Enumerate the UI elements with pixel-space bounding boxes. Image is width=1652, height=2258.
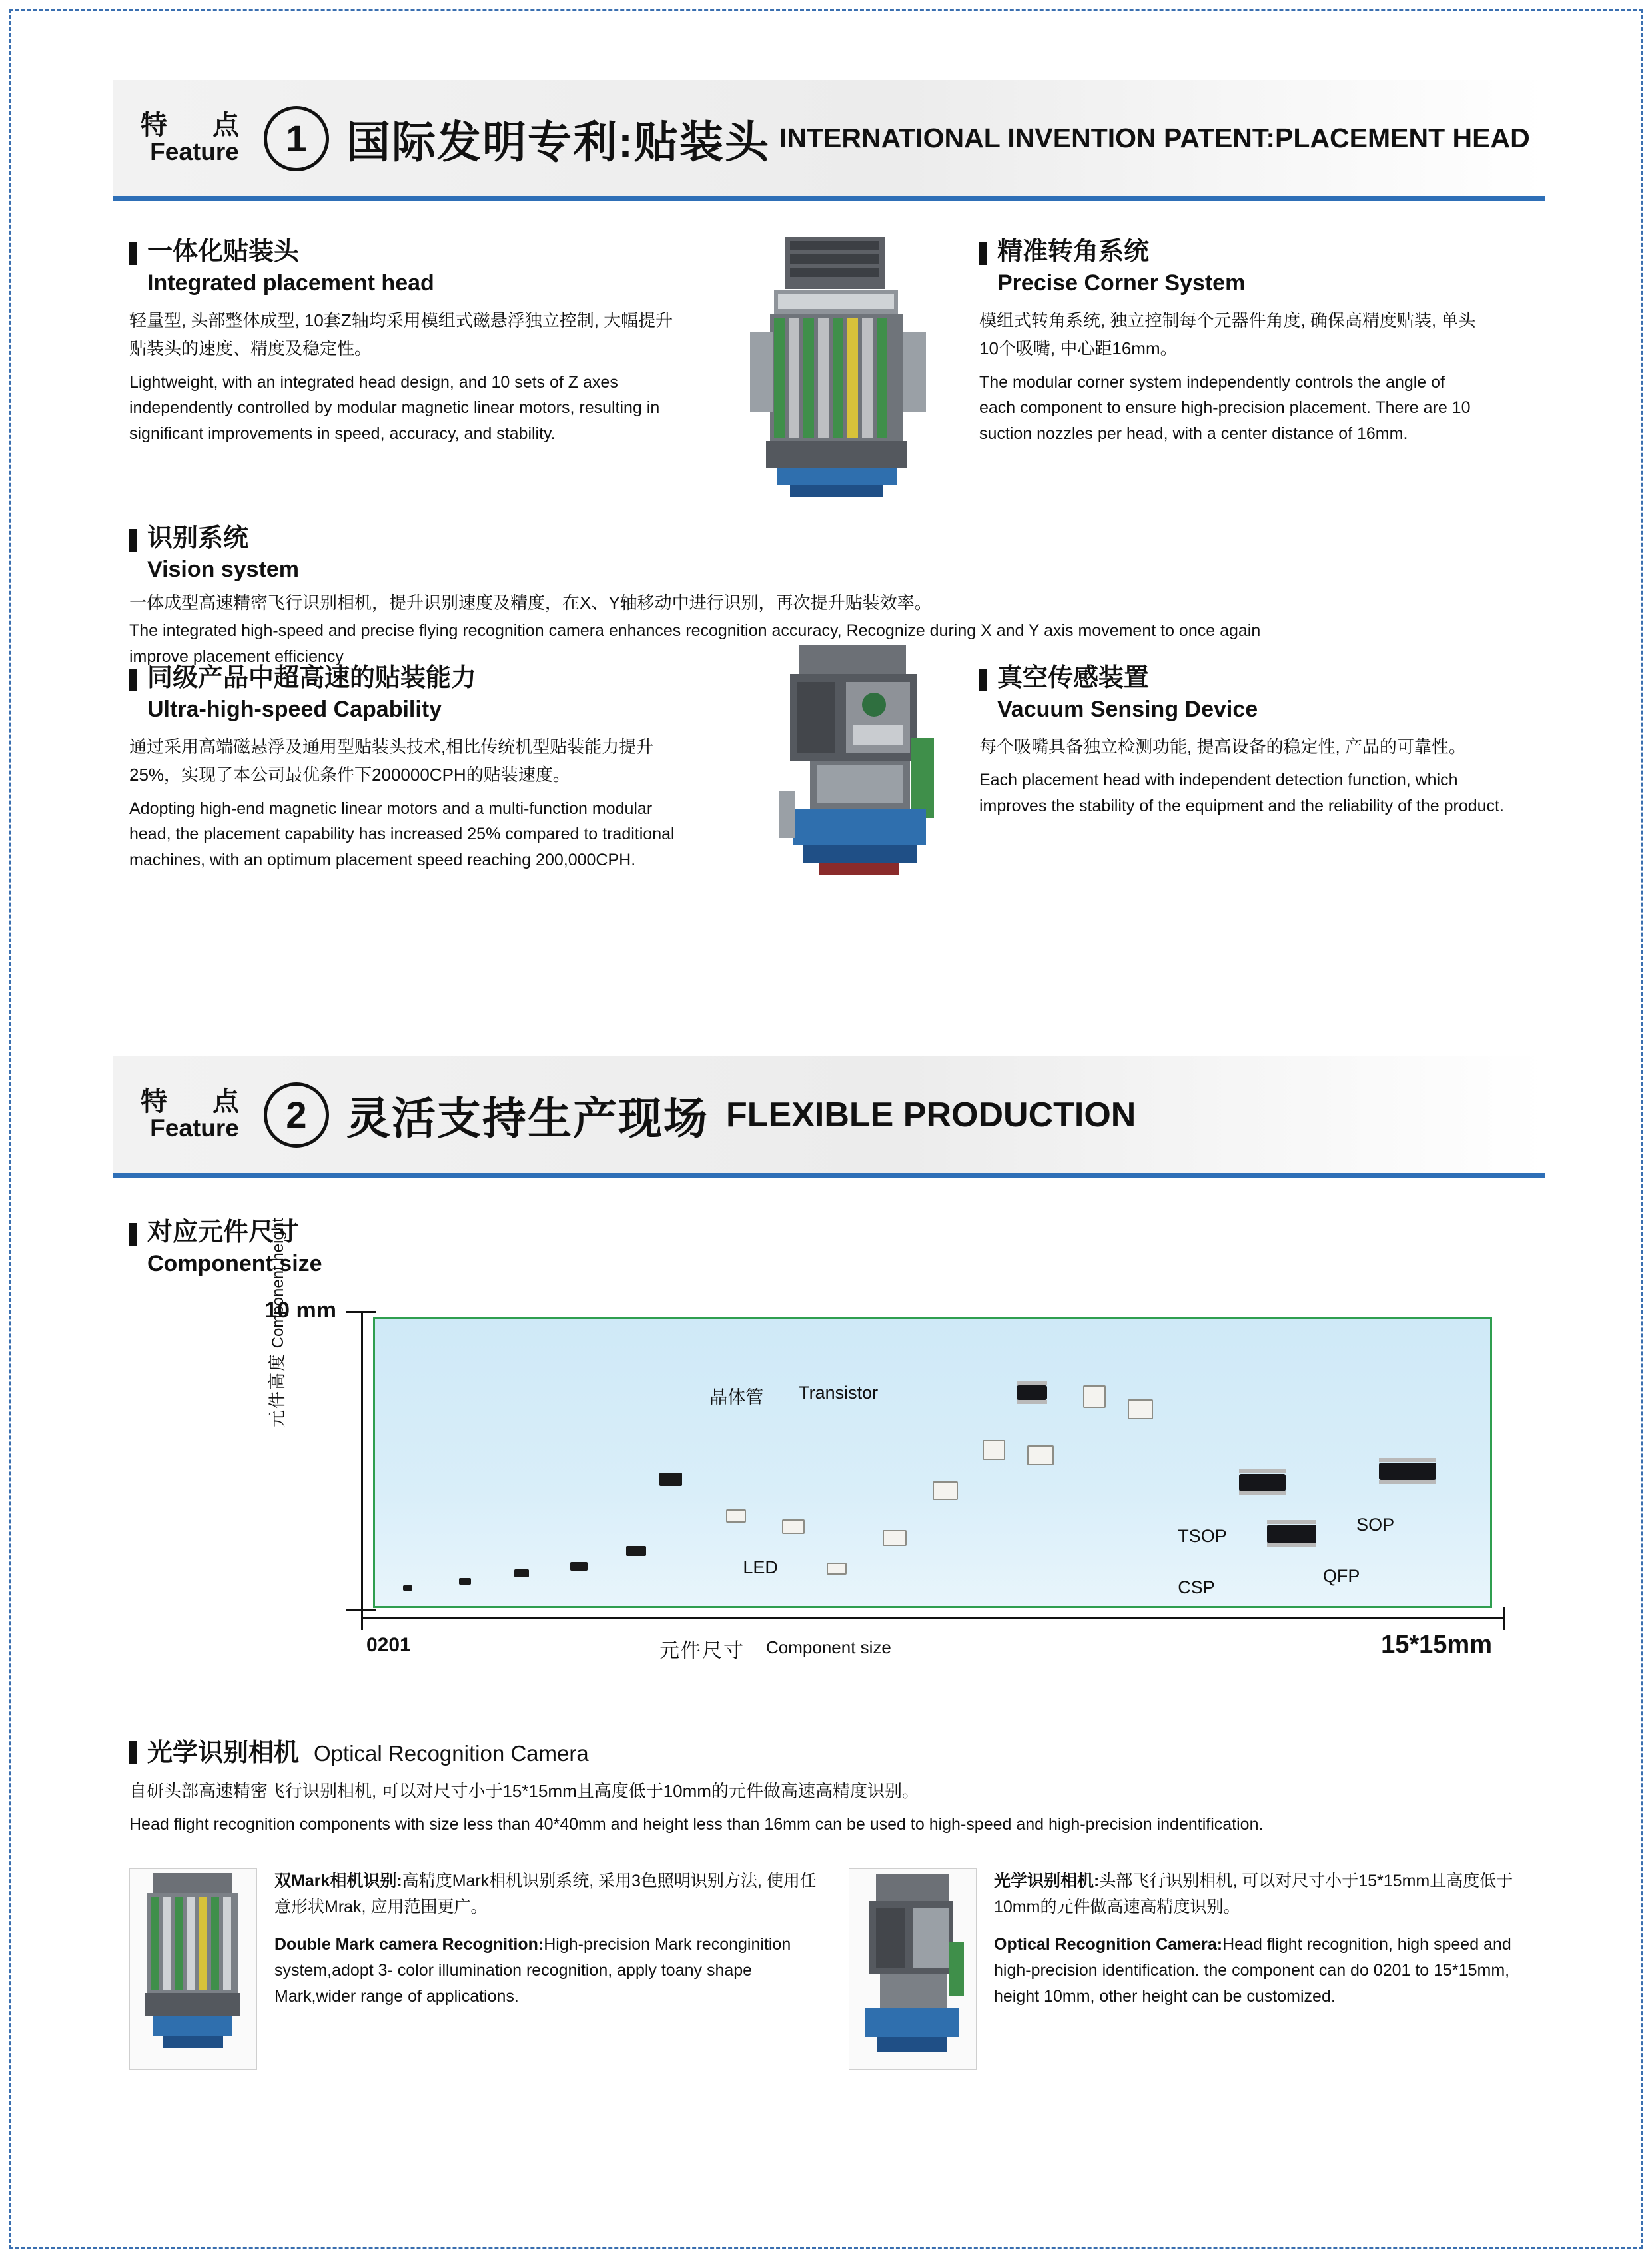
machine-illustration — [753, 638, 973, 925]
chart-point — [626, 1546, 646, 1556]
chart-y-axis-title — [267, 1218, 288, 1428]
corner-system-heading — [979, 238, 1485, 297]
page-content — [113, 80, 1545, 2070]
optical-camera-cn-title: 光学识别相机: — [994, 1871, 1100, 1890]
chart-point — [983, 1440, 1005, 1460]
chart-y-axis-title-en: Component height — [269, 1218, 287, 1349]
chart-point — [1379, 1463, 1436, 1480]
integrated-head-heading — [129, 238, 682, 297]
chart-point — [459, 1578, 471, 1585]
feature-2-label-cn: 特 点 — [141, 1087, 248, 1117]
double-mark-en-title: Double Mark camera Recognition: — [274, 1935, 544, 1954]
speed-text-en: Adopting high-end magnetic linear motors and a multi-function modular head, the placement capability has increased 25% compared to traditional machines, with an optimum placement speed reaching 200,000CPH. — [129, 799, 675, 870]
chart-plot-area — [373, 1317, 1492, 1608]
chart-x-min-label: 0201 — [366, 1634, 411, 1657]
chart-y-axis — [361, 1311, 363, 1611]
chart-y-max-label: 10 mm — [264, 1298, 336, 1323]
heading-bar — [129, 1741, 137, 1764]
feature-1-label-en: Feature — [150, 138, 239, 166]
integrated-head-title-cn: 一体化贴装头 — [147, 238, 300, 266]
component-size-heading — [129, 1219, 1545, 1278]
feature-2-label — [113, 1088, 261, 1142]
optical-camera-en — [994, 1932, 1541, 2009]
feature-1-label — [113, 111, 261, 165]
chart-point — [1027, 1445, 1054, 1465]
speed-title-cn: 同级产品中超高速的贴装能力 — [147, 664, 477, 692]
feature-1-number: 1 — [264, 106, 329, 171]
optical-recognition-section — [129, 1737, 1545, 1838]
component-size-title-en: Component size — [147, 1250, 322, 1276]
chart-point — [782, 1519, 805, 1534]
chart-point — [883, 1530, 907, 1546]
chart-point — [1267, 1525, 1316, 1543]
heading-bar — [129, 242, 137, 265]
heading-bar — [129, 1223, 137, 1246]
chart-point — [933, 1481, 958, 1500]
chart-annotation: CSP — [1178, 1577, 1215, 1598]
chart-point — [827, 1563, 847, 1575]
speed-title-en: Ultra-high-speed Capability — [147, 696, 442, 722]
chart-point — [514, 1569, 529, 1577]
double-mark-en-body: High-precision Mark reconginition system,adopt 3- color illumination recognition, apply toany shape Mark,wider range of applications. — [274, 1935, 791, 2006]
speed-text-cn: 通过采用高端磁悬浮及通用型贴装头技术,相比传统机型贴装能力提升25%，实现了本公司最优条件下200000CPH的贴装速度。 — [129, 737, 654, 785]
feature-2-number: 2 — [264, 1082, 329, 1148]
optical-camera-text — [994, 1868, 1541, 2070]
double-mark-cn-body: 高精度Mark相机识别系统, 采用3色照明识别方法, 使用任意形状Mrak, 应用范围更广。 — [274, 1871, 817, 1916]
corner-system-text-cn: 模组式转角系统, 独立控制每个元器件角度, 确保高精度贴装, 单头10个吸嘴, 中心距16mm。 — [979, 310, 1476, 359]
chart-y-tick-top — [346, 1311, 376, 1313]
chart-point — [1239, 1474, 1286, 1491]
machine-photo — [753, 638, 973, 925]
placement-head-photo — [733, 232, 953, 518]
vision-system-heading — [129, 525, 1295, 583]
optical-text-en: Head flight recognition components with size less than 40*40mm and height less than 16mm can be used to high-speed and high-precision indentification. — [129, 1815, 1264, 1834]
chart-point — [403, 1585, 412, 1591]
chart-point-lead — [1379, 1480, 1436, 1484]
feature-1-title-cn: 国际发明专利:贴装头 — [346, 117, 770, 167]
vacuum-text-cn: 每个吸嘴具备独立检测功能, 提高设备的稳定性, 产品的可靠性。 — [979, 737, 1466, 757]
double-mark-en — [274, 1932, 822, 2009]
heading-bar — [979, 242, 987, 265]
feature-2-label-en: Feature — [150, 1114, 239, 1142]
chart-x-max-label: 15*15mm — [1381, 1631, 1492, 1659]
corner-system-title-en: Precise Corner System — [997, 270, 1246, 296]
chart-point — [1128, 1399, 1153, 1419]
feature-2-title-cn: 灵活支持生产现场 — [346, 1094, 709, 1143]
chart-annotation: TSOP — [1178, 1525, 1227, 1546]
vision-system-title-cn: 识别系统 — [147, 524, 249, 552]
double-mark-cn-title: 双Mark相机识别: — [274, 1871, 402, 1890]
chart-x-tick-right — [1503, 1607, 1505, 1630]
chart-point-lead — [1267, 1543, 1316, 1547]
vision-system-block — [129, 525, 1295, 670]
chart-point-lead — [1017, 1381, 1047, 1385]
feature-2-banner — [113, 1056, 1545, 1178]
optical-text-cn: 自研头部高速精密飞行识别相机, 可以对尺寸小于15*15mm且高度低于10mm的元件做高速高精度识别。 — [129, 1781, 919, 1802]
optical-camera-cn-body: 头部飞行识别相机, 可以对尺寸小于15*15mm且高度低于10mm的元件做高速高精度识别。 — [994, 1871, 1513, 1916]
vacuum-title-cn: 真空传感装置 — [997, 664, 1150, 692]
heading-bar — [979, 669, 987, 691]
card-optical-camera — [849, 1868, 1541, 2070]
vacuum-text-en: Each placement head with independent detection function, which improves the stability of the equipment and the reliability of the product. — [979, 771, 1504, 816]
feature-1-title-en: INTERNATIONAL INVENTION PATENT:PLACEMENT HEAD — [779, 123, 1530, 153]
chart-x-axis — [361, 1617, 1505, 1619]
chart-point — [1083, 1385, 1106, 1408]
card-double-mark — [129, 1868, 822, 2070]
corner-system-block — [979, 238, 1485, 447]
integrated-head-text-en: Lightweight, with an integrated head design, and 10 sets of Z axes independently controlled by modular magnetic linear motors, resulting in significant improvements in speed, accuracy, and stability. — [129, 372, 660, 444]
integrated-head-title-en: Integrated placement head — [147, 270, 434, 296]
chart-point — [659, 1473, 682, 1486]
chart-point-lead — [1239, 1491, 1286, 1495]
corner-system-title-cn: 精准转角系统 — [997, 238, 1150, 266]
optical-heading — [129, 1737, 1545, 1768]
optical-camera-photo — [849, 1868, 977, 2070]
heading-bar — [129, 669, 137, 691]
optical-title-cn: 光学识别相机 — [147, 1739, 300, 1768]
chart-x-axis-title-en: Component size — [766, 1637, 891, 1658]
integrated-head-block — [129, 238, 682, 447]
double-mark-photo — [129, 1868, 257, 2070]
feature-1-banner — [113, 80, 1545, 201]
chart-x-axis-title-cn: 元件尺寸 — [659, 1640, 745, 1663]
feature-1-content — [113, 238, 1545, 1024]
vacuum-block — [979, 665, 1505, 819]
chart-annotation: 晶体管 — [709, 1387, 764, 1407]
heading-bar — [129, 529, 137, 552]
chart-point — [726, 1509, 746, 1523]
corner-system-text-en: The modular corner system independently controls the angle of each component to ensure high-precision placement. There are 10 suction nozzles per head, with a center distance of 16mm. — [979, 372, 1471, 444]
vacuum-heading — [979, 665, 1505, 723]
vision-system-text-en: The integrated high-speed and precise flying recognition camera enhances recognition accuracy, Recognize during X and Y axis movement to once again improve placement efficiency — [129, 621, 1261, 667]
chart-annotation: QFP — [1322, 1566, 1360, 1587]
chart-point-lead — [1017, 1400, 1047, 1404]
optical-camera-illustration — [849, 1869, 975, 2068]
double-mark-text — [274, 1868, 822, 2070]
component-size-title-cn: 对应元件尺寸 — [147, 1218, 300, 1246]
chart-annotation: LED — [743, 1557, 778, 1578]
chart-point-lead — [1267, 1520, 1316, 1524]
chart-point-lead — [1239, 1469, 1286, 1473]
feature-1-label-cn: 特 点 — [141, 111, 248, 141]
feature-2-title-en: FLEXIBLE PRODUCTION — [726, 1095, 1136, 1134]
double-mark-cn — [274, 1868, 822, 1920]
chart-annotation: Transistor — [799, 1382, 879, 1403]
integrated-head-text-cn: 轻量型, 头部整体成型, 10套Z轴均采用模组式磁悬浮独立控制, 大幅提升贴装头的速度、精度及稳定性。 — [129, 310, 673, 359]
chart-annotation: SOP — [1356, 1514, 1395, 1535]
chart-point — [1017, 1385, 1047, 1400]
double-mark-illustration — [130, 1869, 255, 2068]
vision-system-title-en: Vision system — [147, 556, 300, 582]
optical-camera-en-title: Optical Recognition Camera: — [994, 1935, 1223, 1954]
optical-camera-en-body: Head flight recognition, high speed and high-precision identification. the component can do 0201 to 15*15mm, height 10mm, other height can be customized. — [994, 1935, 1511, 2006]
speed-block — [129, 665, 682, 873]
chart-y-axis-title-cn: 元件高度 — [267, 1353, 287, 1428]
placement-head-illustration — [733, 232, 953, 518]
vision-system-text-cn: 一体成型高速精密飞行识别相机，提升识别速度及精度，在X、Y轴移动中进行识别，再次提升贴装效率。 — [129, 593, 932, 613]
chart-point-lead — [1379, 1458, 1436, 1462]
chart-point — [570, 1562, 588, 1571]
optical-cards — [129, 1868, 1545, 2070]
speed-heading — [129, 665, 682, 723]
optical-camera-cn — [994, 1868, 1541, 1920]
vacuum-title-en: Vacuum Sensing Device — [997, 696, 1258, 722]
chart-x-tick-left — [361, 1607, 363, 1630]
optical-title-en: Optical Recognition Camera — [314, 1741, 589, 1766]
